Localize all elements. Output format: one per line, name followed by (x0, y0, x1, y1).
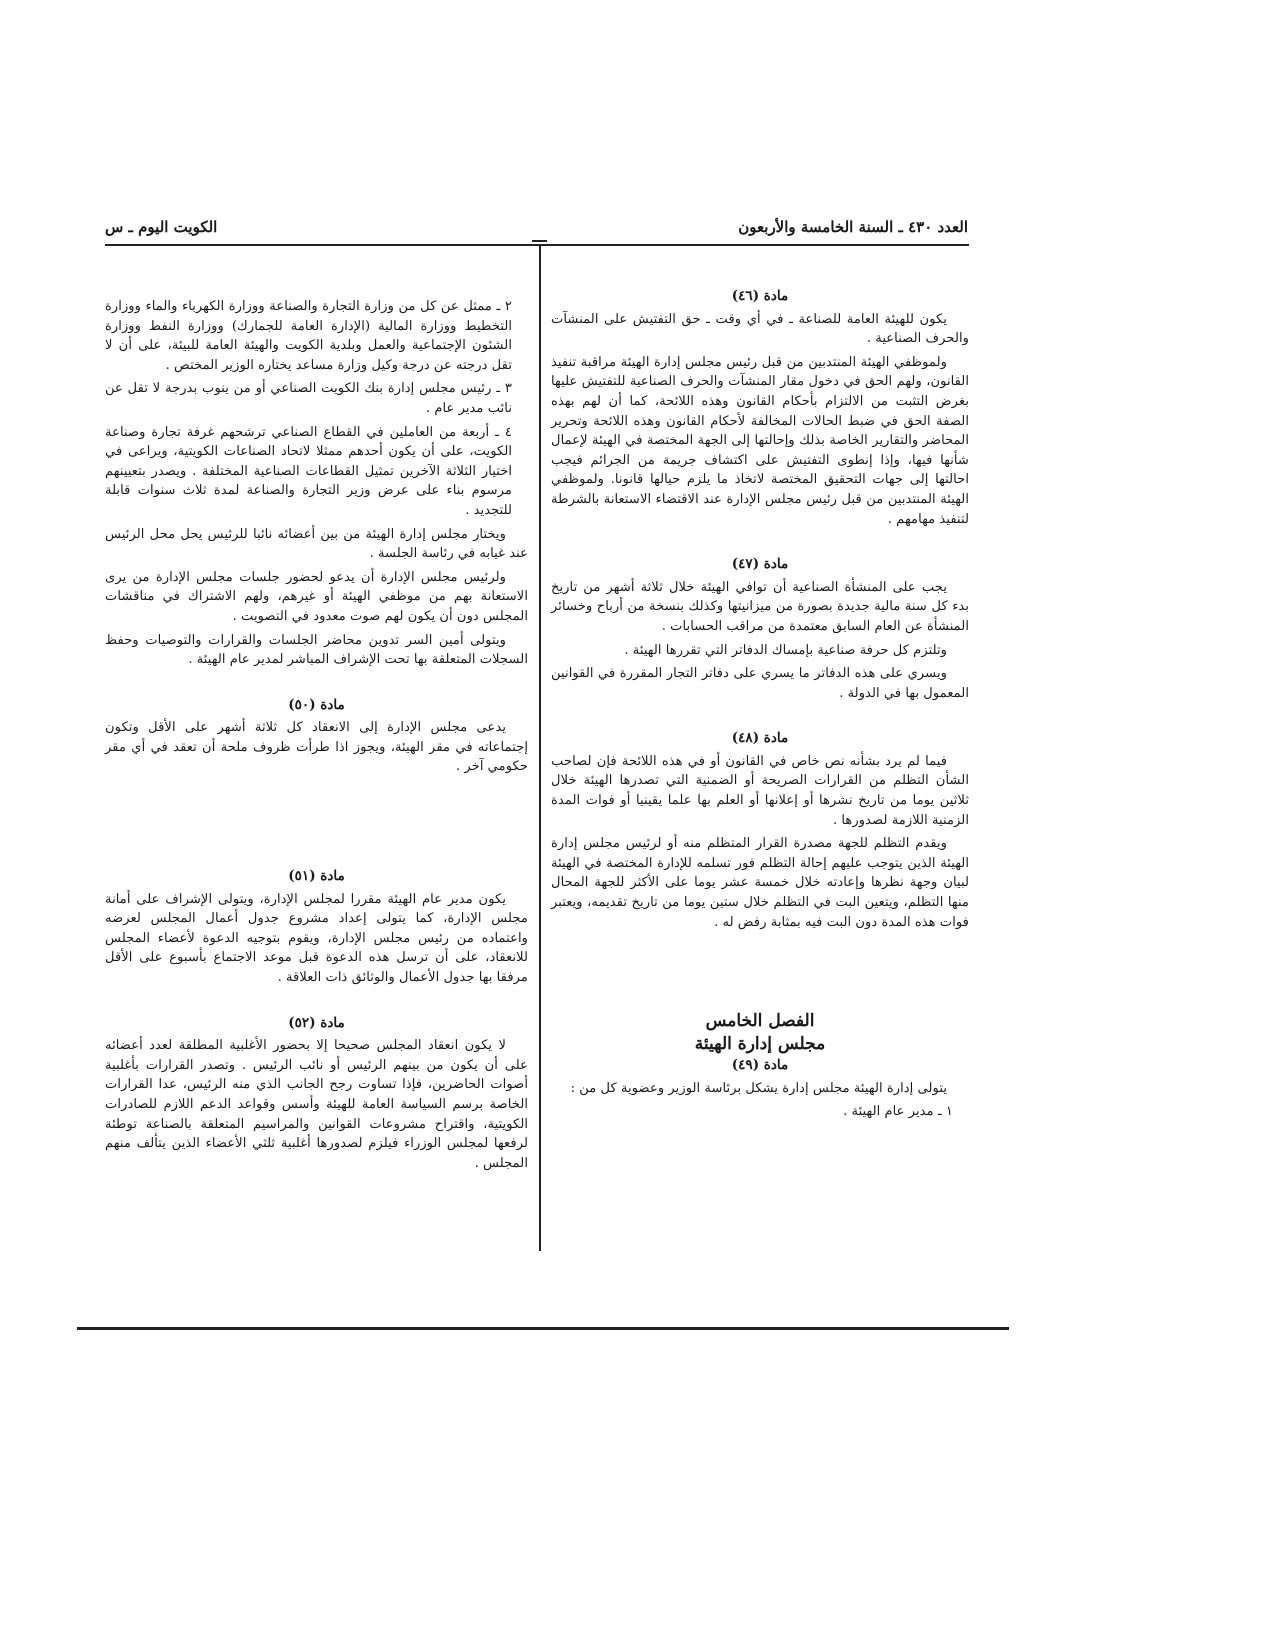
article-47-paragraph-3: ويسري على هذه الدفاتر ما يسري على دفاتر التجار المقررة في القوانين المعمول بها في الدولة . (551, 666, 969, 701)
article-46-title: مادة (٤٦) (731, 288, 789, 304)
article-49-item-2: ٢ ـ ممثل عن كل من وزارة التجارة والصناعة ووزارة الكهرباء والماء ووزارة التخطيط ووزارة المالية (الإدارة العامة للجمارك) ووزارة النفط ووزارة الشئون الإجتماعية والعمل وبلدية الكويت والهيئة العامة للبيئة، على أن لا تقل درجته عن درجة وكيل وزارة مساعد يختاره الوزير المختص . (105, 299, 512, 373)
article-48-paragraph-1: فيما لم يرد بشأنه نص خاص في القانون أو في هذه اللائحة فإن لصاحب الشأن التظلم من القرارات الصريحة أو الضمنية التي تصدرها الهيئة خلال ثلاثين يوما من تاريخ نشرها أو إعلانها أو العلم بها علما يقينيا أو فوات المدة الزمنية اللازمة لصدورها . (551, 753, 969, 828)
article-48-paragraph-2: ويقدم التظلم للجهة مصدرة القرار المتظلم منه أو لرئيس مجلس إدارة الهيئة الذين يتوجب عليهم إحالة التظلم فور تسلمه للإدارة المختصة في الهيئة لبيان وجهة نظرها وإعادته خلال خمسة عشر يوما على الأكثر للجهة المحال منها التظلم، ويتعين البت في التظلم خلال ستين يوما من تاريخ تقديمه، ويعتبر فوات هذه المدة دون البت فيه بمثابة رفض له . (551, 836, 969, 930)
header-tick-mark (532, 240, 547, 242)
article-46-paragraph-1: يكون للهيئة العامة للصناعة ـ في أي وقت ـ حق التفتيش على المنشآت والحرف الصناعية . (551, 311, 969, 347)
article-52-title: مادة (٥٢) (288, 1014, 345, 1031)
vice-chairman-paragraph: ويختار مجلس إدارة الهيئة من بين أعضائه نائبا للرئيس يحل محل الرئيس عند غيابه في رئاسة الجلسة . (105, 526, 528, 562)
invitation-paragraph: ولرئيس مجلس الإدارة أن يدعو لحضور جلسات مجلس الإدارة من يرى الاستعانة بهم من موظفي الهيئة أو غيرهم، ولهم الاشتراك في مناقشات المجلس دون أن يكون لهم صوت معدود في التصويت . (105, 569, 528, 624)
article-49-title: مادة (٤٩) (731, 1057, 789, 1074)
article-47-title: مادة (٤٧) (731, 556, 789, 573)
left-column (105, 297, 528, 1177)
footer-rule (77, 1327, 1009, 1330)
article-49-item-3: ٣ ـ رئيس مجلس إدارة بنك الكويت الصناعي أو من ينوب بدرجة لا تقل عن نائب مدير عام . (105, 381, 512, 416)
secretary-paragraph: ويتولى أمين السر تدوين محاضر الجلسات والقرارات والتوصيات وحفظ السجلات المتعلقة بها تحت الإشراف المباشر لمدير عام الهيئة . (105, 632, 528, 668)
article-47-paragraph-2: وتلتزم كل حرفة صناعية بإمساك الدفاتر التي تقررها الهيئة . (624, 642, 947, 658)
publication-name: الكويت اليوم ـ س (105, 218, 218, 236)
right-column (551, 287, 969, 1126)
issue-number: العدد ٤٣٠ ـ السنة الخامسة والأربعون (738, 218, 968, 236)
article-51-title: مادة (٥١) (288, 868, 345, 885)
article-50-paragraph-1: يدعى مجلس الإدارة إلى الانعقاد كل ثلاثة أشهر على الأقل وتكون إجتماعاته في مقر الهيئة، ويجوز اذا طرأت ظروف ملحة أن تعقد في أي مقر حكومي آخر . (105, 720, 528, 775)
article-49-item-1: ١ ـ مدير عام الهيئة . (843, 1104, 953, 1120)
article-47-paragraph-1: يجب على المنشأة الصناعية أن توافي الهيئة خلال ثلاثة أشهر من تاريخ بدء كل سنة مالية جديدة بصورة من ميزانيتها وكذلك بنسخة من أرباح وخسائر المنشأة عن العام السابق معتمدة من مراقب الحسابات . (551, 579, 969, 634)
chapter-subtitle: مجلس إدارة الهيئة (694, 1034, 826, 1055)
article-48-title: مادة (٤٨) (731, 730, 789, 747)
article-50-title: مادة (٥٠) (288, 696, 345, 713)
article-49-paragraph-1: يتولى إدارة الهيئة مجلس إدارة يشكل برئاسة الوزير وعضوية كل من : (570, 1080, 947, 1096)
column-divider (539, 246, 541, 1251)
article-49-item-4: ٤ ـ أربعة من العاملين في القطاع الصناعي ترشحهم غرفة تجارة وصناعة الكويت، على أن يكون أحدهم ممثلا لاتحاد الصناعات الكويتية، ويراعى في اختيار الثلاثة الآخرين تمثيل القطاعات الصناعية المختلفة . ويصدر بتعيينهم مرسوم بناء على عرض وزير التجارة والصناعة لمدة ثلاث سنوات قابلة للتجديد . (105, 424, 512, 518)
article-51-paragraph-1: يكون مدير عام الهيئة مقررا لمجلس الإدارة، ويتولى الإشراف على أمانة مجلس الإدارة، كما يتولى إعداد مشروع جدول أعمال المجلس لعرضه واعتماده من رئيس مجلس الإدارة، ويقوم بتوجيه الدعوة لأعضاء المجلس للانعقاد، على أن ترسل هذه الدعوة قبل موعد الاجتماع بأسبوع على الأقل مرفقا بها جدول الأعمال والوثائق ذات العلاقة . (105, 891, 528, 986)
chapter-title: الفصل الخامس (705, 1011, 815, 1032)
article-52-paragraph-1: لا يكون انعقاد المجلس صحيحا إلا بحضور الأغلبية المطلقة لعدد أعضائه على أن يكون من بينهم الرئيس أو نائب الرئيس . وتصدر القرارات بأغلبية أصوات الحاضرين، فإذا تساوت رجح الجانب الذي منه الرئيس، عدا القرارات الخاصة برسم السياسة العامة للهيئة وأسس وقواعد الدعم اللازم للصادرات الكويتية، واقتراح مشروعات القوانين والمراسيم المتعلقة بالصناعة توطئة لرفعها لمجلس الوزراء فيلزم لصدورها أغلبية ثلثي الأعضاء الذين يتألف منهم المجلس . (105, 1038, 528, 1171)
article-46-paragraph-2: ولموظفي الهيئة المنتدبين من قبل رئيس مجلس إدارة الهيئة مراقبة تنفيذ القانون، ولهم الحق في دخول مقار المنشآت والحرف الصناعية للتفتيش عليها بغرض التثبت من الالتزام بأحكام القانون وهذه اللائحة، كما أن لهم بهذه الصفة الحق في ضبط الحالات المخالفة لأحكام القانون وهذه اللائحة وتحرير المحاضر والتقارير الخاصة بذلك وإحالتها إلى الجهة المختصة في الهيئة لإعمال شأنها فيها، وإذا إنطوى التفتيش على اكتشاف جريمة من الجرائم فيجب احالتها إلى جهات التحقيق المختصة لاتخاذ ما يلزم حيالها قانونا. ولموظفي الهيئة المنتدبين من قبل رئيس مجلس الإدارة عند الاقتضاء الاستعانة بالشرطة لتنفيذ مهامهم . (551, 354, 969, 527)
header-rule (105, 244, 969, 246)
